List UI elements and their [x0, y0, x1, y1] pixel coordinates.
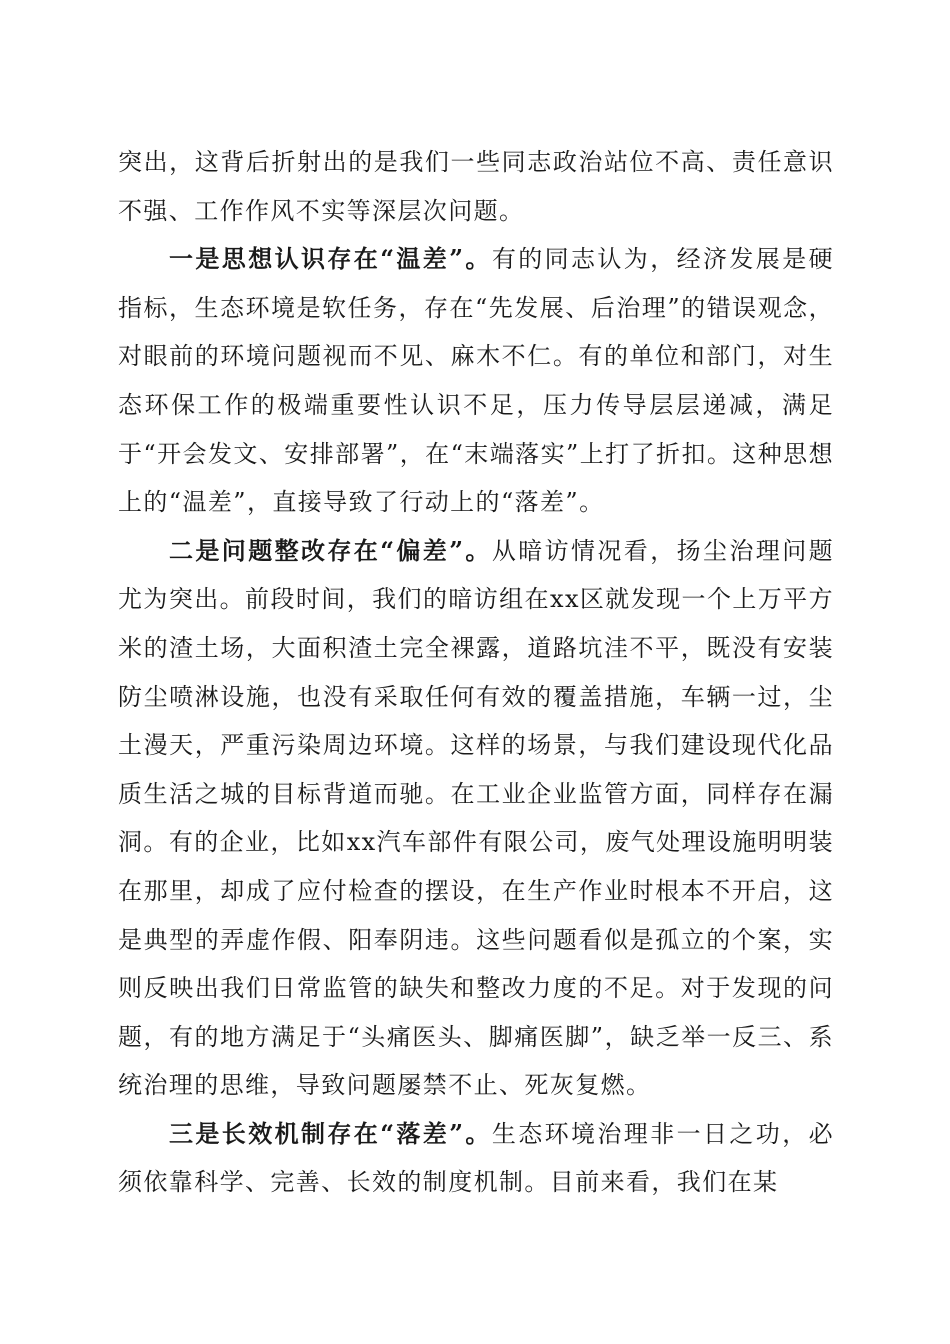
paragraph-heading: 一是思想认识存在“温差”。: [169, 244, 492, 274]
paragraph-ideological-awareness: [118, 235, 834, 527]
paragraph-long-term-mechanism: [118, 1110, 834, 1207]
paragraph-continuation: [118, 138, 834, 235]
paragraph-text: 生态环境治理非一日之功，必须依靠科学、完善、长效的制度机制。目前来看，我们在某: [118, 1119, 835, 1197]
paragraph-problem-rectification: [118, 527, 834, 1110]
document-body: [118, 138, 834, 1207]
paragraph-text: 突出，这背后折射出的是我们一些同志政治站位不高、责任意识不强、工作作风不实等深层次问题。: [118, 148, 834, 225]
paragraph-heading: 三是长效机制存在“落差”。: [169, 1118, 492, 1148]
paragraph-text: 有的同志认为，经济发展是硬指标，生态环境是软任务，存在“先发展、后治理”的错误观念，对眼前的环境问题视而不见、麻木不仁。有的单位和部门，对生态环保工作的极端重要性认识不足，压力传导层层递减，满足于“开会发文、安排部署”，在“末端落实”上打了折扣。这种思想上的“温差”，直接导致了行动上的“落差”。: [118, 245, 835, 517]
paragraph-text: 从暗访情况看，扬尘治理问题尤为突出。前段时间，我们的暗访组在xx区就发现一个上万平方米的渣土场，大面积渣土完全裸露，道路坑洼不平，既没有安装防尘喷淋设施，也没有采取任何有效的覆盖措施，车辆一过，尘土漫天，严重污染周边环境。这样的场景，与我们建设现代化品质生活之城的目标背道而驰。在工业企业监管方面，同样存在漏洞。有的企业，比如xx汽车部件有限公司，废气处理设施明明装在那里，却成了应付检查的摆设，在生产作业时根本不开启，这是典型的弄虚作假、阳奉阴违。这些问题看似是孤立的个案，实则反映出我们日常监管的缺失和整改力度的不足。对于发现的问题，有的地方满足于“头痛医头、脚痛医脚”，缺乏举一反三、系统治理的思维，导致问题屡禁不止、死灰复燃。: [118, 536, 835, 1100]
paragraph-heading: 二是问题整改存在“偏差”。: [169, 535, 492, 565]
